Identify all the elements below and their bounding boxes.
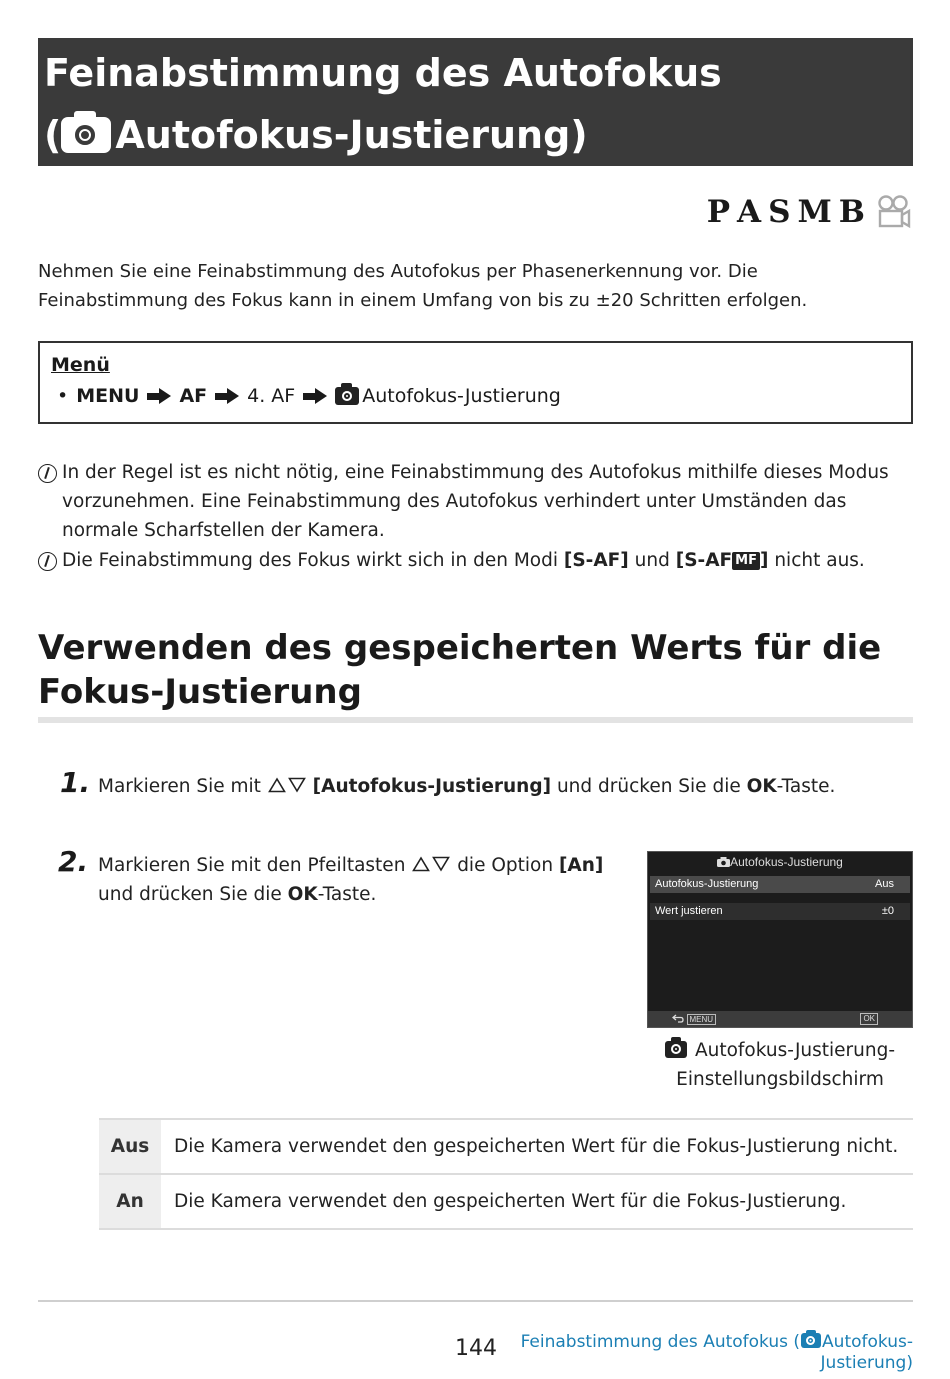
mode-m: M — [797, 194, 839, 230]
options-table — [99, 1118, 913, 1230]
chapter-link[interactable]: Feinabstimmung des Autofokus ( Autofokus- Justierung) — [520, 1332, 913, 1373]
footer-divider — [38, 1300, 913, 1302]
arrow-down-icon — [288, 777, 306, 793]
note-2-mode1: [S-AF] — [563, 550, 629, 571]
step-1-number: 1. — [60, 766, 91, 799]
menu-path-box — [38, 341, 913, 424]
mode-a: A — [737, 194, 769, 230]
screen-ok: OK — [860, 1013, 878, 1025]
table-row — [99, 1119, 913, 1174]
note-1-text: In der Regel ist es nicht nötig, eine Feinabstimmung des Autofokus mithilfe dieses Modus vorzunehmen. Eine Feinabstimmung des Autofokus verhindert unter Umständen das normale Scharfstellen der Kamera. — [62, 462, 889, 541]
screen-footer — [648, 1011, 912, 1027]
note-2-mid: und — [628, 550, 676, 571]
arrow-up-icon — [412, 856, 430, 872]
page-title-bar — [38, 38, 913, 166]
camera-icon — [665, 1041, 687, 1058]
intro-paragraph: Nehmen Sie eine Feinabstimmung des Autofokus per Phasenerkennung vor. Die Feinabstimmung des Fokus kann in einem Umfang von bis zu ±20 Schritten erfolgen. — [38, 261, 808, 311]
camera-icon — [801, 1333, 821, 1348]
step-2-text: Markieren Sie mit den Pfeiltasten die Option [An] und drücken Sie die OK-Taste. — [98, 855, 604, 905]
arrow-right-icon — [215, 388, 239, 404]
menu-path-menu: MENU — [76, 385, 140, 407]
table-row — [99, 1174, 913, 1229]
shooting-modes — [707, 192, 912, 232]
section-divider — [38, 717, 913, 723]
screen-row-af-adjust: Autofokus-Justierung Aus — [650, 876, 910, 893]
menu-path — [51, 379, 911, 413]
screen-back: MENU — [672, 1014, 716, 1025]
step-2-number: 2. — [58, 845, 89, 878]
screen-caption: Autofokus-Justierung- Einstellungsbildschirm — [647, 1036, 913, 1094]
step-1-text: Markieren Sie mit [Autofokus-Justierung] und drücken Sie die OK-Taste. — [98, 776, 836, 797]
note-2 — [38, 546, 913, 575]
note-2-pre: Die Feinabstimmung des Fokus wirkt sich in den Modi — [62, 550, 564, 571]
menu-heading: Menü — [51, 354, 110, 376]
note-2-mode2: [S-AF MF ] — [675, 550, 769, 571]
arrow-down-icon — [432, 856, 450, 872]
arrow-right-icon — [147, 388, 171, 404]
page-number: 144 — [455, 1336, 497, 1361]
caution-icon — [38, 464, 57, 483]
bullet: • — [57, 385, 69, 407]
mode-s: S — [768, 194, 798, 230]
note-1 — [38, 458, 913, 545]
mf-badge: MF — [732, 552, 760, 570]
option-key: Aus — [99, 1119, 161, 1174]
option-desc: Die Kamera verwendet den gespeicherten Wert für die Fokus-Justierung. — [161, 1174, 913, 1229]
camera-settings-screen — [647, 851, 913, 1028]
screen-title: Autofokus-Justierung — [648, 852, 912, 872]
page-title-line2 — [44, 104, 913, 166]
option-desc: Die Kamera verwendet den gespeicherten Wert für die Fokus-Justierung nicht. — [161, 1119, 913, 1174]
menu-path-af: AF — [179, 385, 208, 407]
camera-icon — [717, 857, 730, 867]
back-icon — [672, 1014, 684, 1023]
page-title-line1: Feinabstimmung des Autofokus — [44, 51, 722, 95]
arrow-right-icon — [303, 388, 327, 404]
caution-icon — [38, 552, 57, 571]
mode-b: B — [838, 194, 872, 230]
mode-p: P — [706, 194, 738, 230]
menu-path-item: Autofokus-Justierung — [362, 385, 561, 407]
option-key: An — [99, 1174, 161, 1229]
camera-icon — [335, 387, 359, 405]
title-paren: ( — [44, 113, 62, 157]
camera-icon — [61, 117, 111, 153]
menu-path-af4: 4. AF — [247, 385, 296, 407]
arrow-up-icon — [268, 777, 286, 793]
movie-mode-icon — [876, 194, 912, 230]
section-heading: Verwenden des gespeicherten Werts für die Fokus-Justierung — [38, 628, 882, 712]
screen-row-adjust-value: Wert justieren ±0 — [650, 903, 910, 920]
page-title-line2-text: Autofokus-Justierung) — [115, 113, 588, 157]
note-2-post: nicht aus. — [768, 550, 865, 571]
